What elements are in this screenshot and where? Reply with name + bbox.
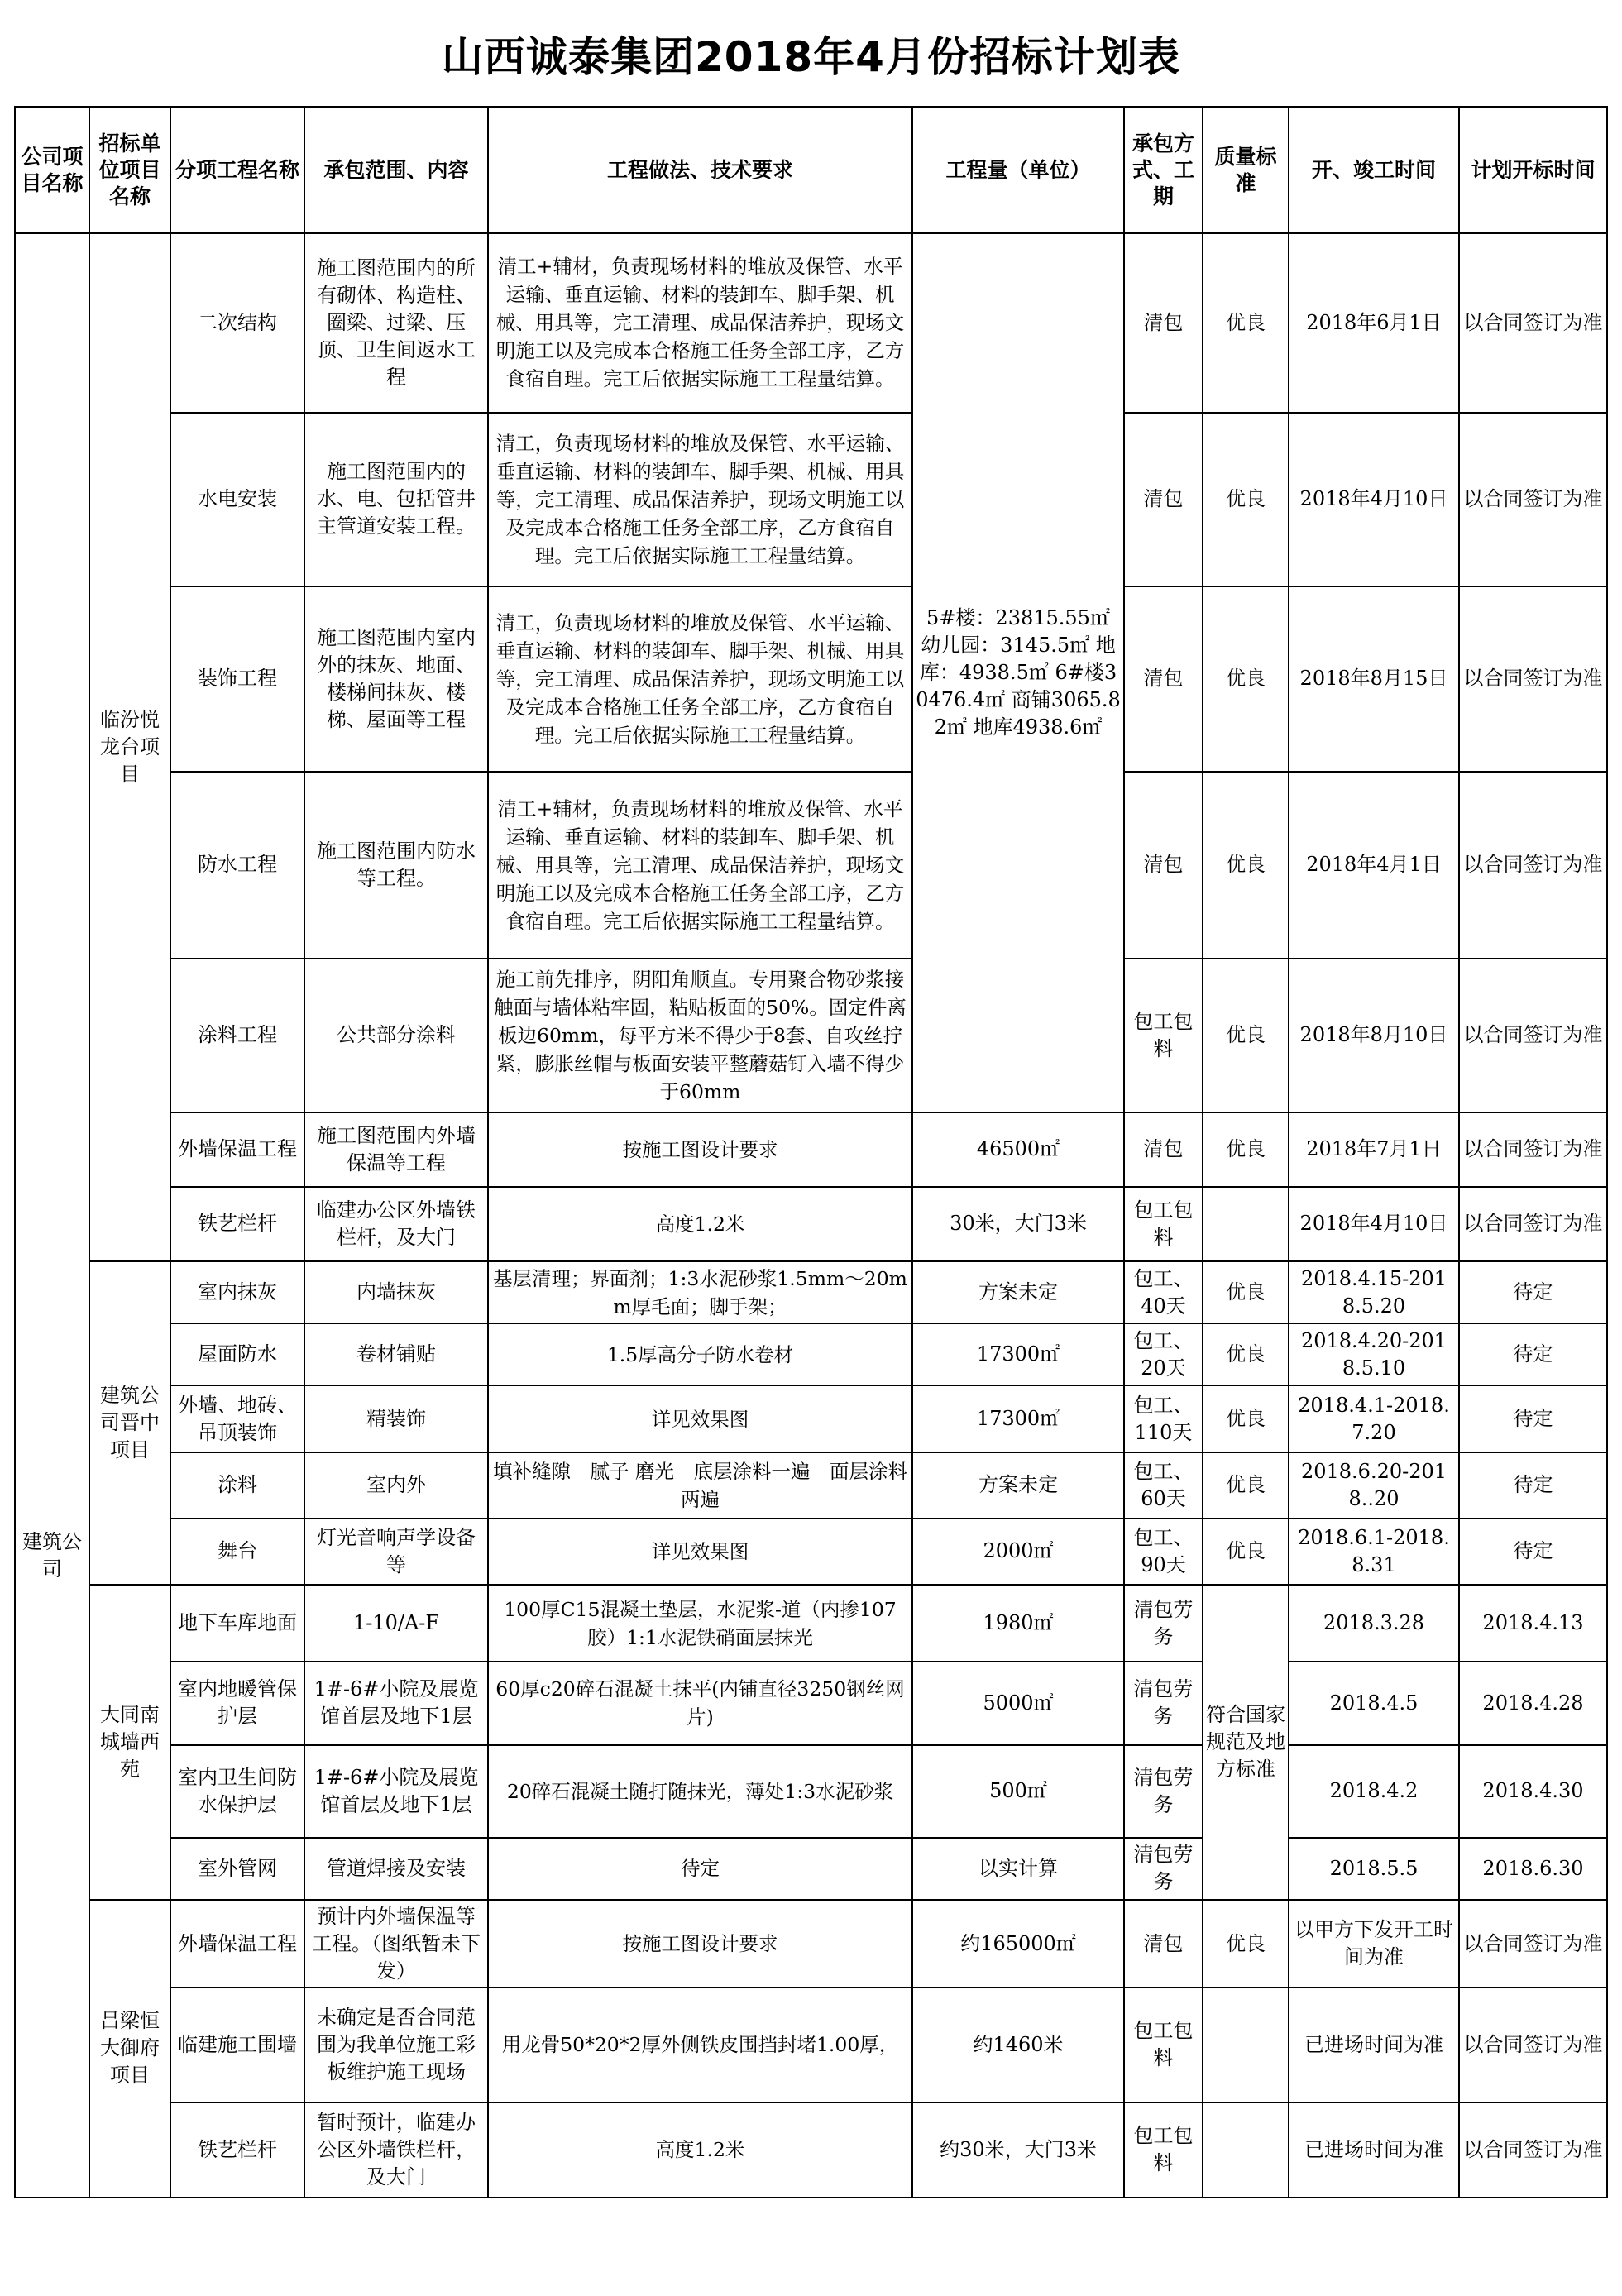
header-mode: 承包方式、工期 bbox=[1124, 107, 1203, 233]
quantity-cell: 约165000㎡ bbox=[912, 1900, 1124, 1987]
bid-cell: 2018.4.30 bbox=[1459, 1745, 1607, 1838]
bid-cell: 以合同签订为准 bbox=[1459, 772, 1607, 959]
quantity-cell: 500㎡ bbox=[912, 1745, 1124, 1838]
method-cell: 待定 bbox=[488, 1838, 912, 1900]
table-row bbox=[15, 1662, 1607, 1744]
mode-cell: 清包劳务 bbox=[1124, 1838, 1203, 1900]
item-cell: 铁艺栏杆 bbox=[170, 1187, 304, 1261]
dates-cell: 2018.4.5 bbox=[1289, 1662, 1459, 1744]
mode-cell: 包工、90天 bbox=[1124, 1519, 1203, 1585]
bid-cell: 以合同签订为准 bbox=[1459, 959, 1607, 1112]
scope-cell: 施工图范围内外墙保温等工程 bbox=[304, 1112, 488, 1187]
method-cell: 按施工图设计要求 bbox=[488, 1112, 912, 1187]
mode-cell: 包工、110天 bbox=[1124, 1385, 1203, 1452]
project-name: 吕梁恒大御府项目 bbox=[89, 1900, 170, 2198]
dates-cell: 2018.3.28 bbox=[1289, 1585, 1459, 1662]
item-cell: 铁艺栏杆 bbox=[170, 2102, 304, 2198]
dates-cell: 2018.4.20-2018.5.10 bbox=[1289, 1323, 1459, 1385]
dates-cell: 2018.6.20-2018..20 bbox=[1289, 1452, 1459, 1519]
bid-cell: 以合同签订为准 bbox=[1459, 413, 1607, 587]
item-cell: 装饰工程 bbox=[170, 586, 304, 772]
method-cell: 清工+辅材，负责现场材料的堆放及保管、水平运输、垂直运输、材料的装卸车、脚手架、机械、用具等，完工清理、成品保洁养护，现场文明施工以及完成本合格施工任务全部工序，乙方食宿自理。完工后依据实际施工工程量结算。 bbox=[488, 772, 912, 959]
mode-cell: 清包 bbox=[1124, 413, 1203, 587]
quantity-cell: 30米，大门3米 bbox=[912, 1187, 1124, 1261]
bid-cell: 以合同签订为准 bbox=[1459, 586, 1607, 772]
method-cell: 清工+辅材，负责现场材料的堆放及保管、水平运输、垂直运输、材料的装卸车、脚手架、机械、用具等，完工清理、成品保洁养护，现场文明施工以及完成本合格施工任务全部工序，乙方食宿自理。完工后依据实际施工工程量结算。 bbox=[488, 233, 912, 413]
quantity-cell: 2000㎡ bbox=[912, 1519, 1124, 1585]
mode-cell: 清包 bbox=[1124, 1112, 1203, 1187]
quantity-cell: 17300㎡ bbox=[912, 1323, 1124, 1385]
item-cell: 外墙保温工程 bbox=[170, 1112, 304, 1187]
project-name: 大同南城墙西苑 bbox=[89, 1585, 170, 1900]
header-row bbox=[15, 107, 1607, 233]
dates-cell: 已进场时间为准 bbox=[1289, 2102, 1459, 2198]
company-cell: 建筑公司 bbox=[15, 233, 89, 1585]
header-scope: 承包范围、内容 bbox=[304, 107, 488, 233]
method-cell: 20碎石混凝土随打随抹光，薄处1:3水泥砂浆 bbox=[488, 1745, 912, 1838]
quantity-cell: 约1460米 bbox=[912, 1987, 1124, 2102]
dates-cell: 2018.4.2 bbox=[1289, 1745, 1459, 1838]
bid-cell: 以合同签订为准 bbox=[1459, 1900, 1607, 1987]
mode-cell: 清包劳务 bbox=[1124, 1585, 1203, 1662]
table-row bbox=[15, 413, 1607, 587]
dates-cell: 2018年7月1日 bbox=[1289, 1112, 1459, 1187]
dates-cell: 2018.4.15-2018.5.20 bbox=[1289, 1261, 1459, 1323]
method-cell: 清工，负责现场材料的堆放及保管、水平运输、垂直运输、材料的装卸车、脚手架、机械、用具等，完工清理、成品保洁养护，现场文明施工以及完成本合格施工任务全部工序，乙方食宿自理。完工后依据实际施工工程量结算。 bbox=[488, 586, 912, 772]
dates-cell: 2018年6月1日 bbox=[1289, 233, 1459, 413]
dates-cell: 2018年8月15日 bbox=[1289, 586, 1459, 772]
item-cell: 涂料 bbox=[170, 1452, 304, 1519]
mode-cell: 包工包料 bbox=[1124, 959, 1203, 1112]
scope-cell: 管道焊接及安装 bbox=[304, 1838, 488, 1900]
mode-cell: 包工包料 bbox=[1124, 1987, 1203, 2102]
dates-cell: 已进场时间为准 bbox=[1289, 1987, 1459, 2102]
mode-cell: 包工包料 bbox=[1124, 2102, 1203, 2198]
item-cell: 外墙、地砖、吊顶装饰 bbox=[170, 1385, 304, 1452]
method-cell: 1.5厚高分子防水卷材 bbox=[488, 1323, 912, 1385]
quality-cell: 优良 bbox=[1203, 1323, 1289, 1385]
quality-cell: 优良 bbox=[1203, 1261, 1289, 1323]
quality-cell: 优良 bbox=[1203, 1385, 1289, 1452]
scope-cell: 灯光音响声学设备等 bbox=[304, 1519, 488, 1585]
item-cell: 防水工程 bbox=[170, 772, 304, 959]
table-row bbox=[15, 1838, 1607, 1900]
method-cell: 填补缝隙 腻子 磨光 底层涂料一遍 面层涂料两遍 bbox=[488, 1452, 912, 1519]
quality-cell: 优良 bbox=[1203, 1112, 1289, 1187]
quality-cell bbox=[1203, 1987, 1289, 2102]
scope-cell: 暂时预计，临建办公区外墙铁栏杆，及大门 bbox=[304, 2102, 488, 2198]
project-name: 建筑公司晋中项目 bbox=[89, 1261, 170, 1585]
item-cell: 屋面防水 bbox=[170, 1323, 304, 1385]
header-method: 工程做法、技术要求 bbox=[488, 107, 912, 233]
scope-cell: 施工图范围内室内外的抹灰、地面、楼梯间抹灰、楼梯、屋面等工程 bbox=[304, 586, 488, 772]
table-row bbox=[15, 772, 1607, 959]
bid-cell: 待定 bbox=[1459, 1261, 1607, 1323]
item-cell: 二次结构 bbox=[170, 233, 304, 413]
quality-cell bbox=[1203, 2102, 1289, 2198]
dates-cell: 2018.6.1-2018.8.31 bbox=[1289, 1519, 1459, 1585]
header-quantity: 工程量（单位） bbox=[912, 107, 1124, 233]
item-cell: 水电安装 bbox=[170, 413, 304, 587]
scope-cell: 1#-6#小院及展览馆首层及地下1层 bbox=[304, 1745, 488, 1838]
table-row bbox=[15, 1987, 1607, 2102]
quantity-cell: 约30米，大门3米 bbox=[912, 2102, 1124, 2198]
header-dates: 开、竣工时间 bbox=[1289, 107, 1459, 233]
dates-cell: 2018.5.5 bbox=[1289, 1838, 1459, 1900]
table-row bbox=[15, 1585, 1607, 1662]
table-row bbox=[15, 2102, 1607, 2198]
item-cell: 地下车库地面 bbox=[170, 1585, 304, 1662]
table-row bbox=[15, 1187, 1607, 1261]
table-row bbox=[15, 1900, 1607, 1987]
method-cell: 高度1.2米 bbox=[488, 2102, 912, 2198]
quality-cell: 优良 bbox=[1203, 586, 1289, 772]
table-row bbox=[15, 1745, 1607, 1838]
item-cell: 室内卫生间防水保护层 bbox=[170, 1745, 304, 1838]
header-item: 分项工程名称 bbox=[170, 107, 304, 233]
mode-cell: 包工、20天 bbox=[1124, 1323, 1203, 1385]
dates-cell: 2018年4月1日 bbox=[1289, 772, 1459, 959]
quality-cell: 优良 bbox=[1203, 1519, 1289, 1585]
table-row bbox=[15, 586, 1607, 772]
method-cell: 详见效果图 bbox=[488, 1519, 912, 1585]
bid-cell: 以合同签订为准 bbox=[1459, 233, 1607, 413]
method-cell: 施工前先排序，阴阳角顺直。专用聚合物砂浆接触面与墙体粘牢固，粘贴板面的50%。固定件离板边60mm，每平方米不得少于8套、自攻丝拧紧，膨胀丝帽与板面安装平整蘑菇钉入墙不得少于60mm bbox=[488, 959, 912, 1112]
quantity-cell: 17300㎡ bbox=[912, 1385, 1124, 1452]
bid-cell: 2018.6.30 bbox=[1459, 1838, 1607, 1900]
scope-cell: 施工图范围内的水、电、包括管井主管道安装工程。 bbox=[304, 413, 488, 587]
method-cell: 按施工图设计要求 bbox=[488, 1900, 912, 1987]
company-cell-blank bbox=[15, 1585, 89, 2198]
table-row bbox=[15, 1261, 1607, 1323]
quality-cell: 优良 bbox=[1203, 959, 1289, 1112]
quality-cell: 优良 bbox=[1203, 413, 1289, 587]
bid-cell: 待定 bbox=[1459, 1385, 1607, 1452]
scope-cell: 未确定是否合同范围为我单位施工彩板维护施工现场 bbox=[304, 1987, 488, 2102]
scope-cell: 内墙抹灰 bbox=[304, 1261, 488, 1323]
table-row bbox=[15, 1452, 1607, 1519]
quantity-cell-shared: 5#楼：23815.55㎡ 幼儿园：3145.5㎡ 地库：4938.5㎡ 6#楼30476.4㎡ 商铺3065.82㎡ 地库4938.6㎡ bbox=[912, 233, 1124, 1112]
method-cell: 高度1.2米 bbox=[488, 1187, 912, 1261]
item-cell: 涂料工程 bbox=[170, 959, 304, 1112]
bid-cell: 待定 bbox=[1459, 1323, 1607, 1385]
mode-cell: 清包 bbox=[1124, 233, 1203, 413]
header-quality: 质量标准 bbox=[1203, 107, 1289, 233]
mode-cell: 清包劳务 bbox=[1124, 1662, 1203, 1744]
bid-plan-table bbox=[14, 106, 1608, 2198]
item-cell: 室内地暖管保护层 bbox=[170, 1662, 304, 1744]
scope-cell: 施工图范围内防水等工程。 bbox=[304, 772, 488, 959]
bid-cell: 以合同签订为准 bbox=[1459, 2102, 1607, 2198]
project-name: 临汾悦龙台项目 bbox=[89, 233, 170, 1261]
item-cell: 室内抹灰 bbox=[170, 1261, 304, 1323]
table-row bbox=[15, 233, 1607, 413]
bid-cell: 以合同签订为准 bbox=[1459, 1987, 1607, 2102]
header-unit: 招标单位项目名称 bbox=[89, 107, 170, 233]
quality-cell: 优良 bbox=[1203, 1452, 1289, 1519]
table-row bbox=[15, 1323, 1607, 1385]
header-company: 公司项目名称 bbox=[15, 107, 89, 233]
quality-cell: 优良 bbox=[1203, 233, 1289, 413]
bid-cell: 待定 bbox=[1459, 1519, 1607, 1585]
dates-cell: 2018年4月10日 bbox=[1289, 1187, 1459, 1261]
quantity-cell: 46500㎡ bbox=[912, 1112, 1124, 1187]
mode-cell: 包工、40天 bbox=[1124, 1261, 1203, 1323]
quality-cell bbox=[1203, 1187, 1289, 1261]
quantity-cell: 方案未定 bbox=[912, 1261, 1124, 1323]
quality-cell-shared: 符合国家规范及地方标准 bbox=[1203, 1585, 1289, 1900]
page-title: 山西诚泰集团2018年4月份招标计划表 bbox=[442, 33, 1180, 81]
bid-cell: 以合同签订为准 bbox=[1459, 1187, 1607, 1261]
mode-cell: 清包劳务 bbox=[1124, 1745, 1203, 1838]
mode-cell: 清包 bbox=[1124, 1900, 1203, 1987]
scope-cell: 公共部分涂料 bbox=[304, 959, 488, 1112]
scope-cell: 临建办公区外墙铁栏杆，及大门 bbox=[304, 1187, 488, 1261]
mode-cell: 包工、60天 bbox=[1124, 1452, 1203, 1519]
table-row bbox=[15, 959, 1607, 1112]
mode-cell: 包工包料 bbox=[1124, 1187, 1203, 1261]
bid-cell: 以合同签订为准 bbox=[1459, 1112, 1607, 1187]
quantity-cell: 5000㎡ bbox=[912, 1662, 1124, 1744]
scope-cell: 卷材铺贴 bbox=[304, 1323, 488, 1385]
bid-cell: 2018.4.28 bbox=[1459, 1662, 1607, 1744]
dates-cell: 2018.4.1-2018.7.20 bbox=[1289, 1385, 1459, 1452]
scope-cell: 精装饰 bbox=[304, 1385, 488, 1452]
item-cell: 室外管网 bbox=[170, 1838, 304, 1900]
scope-cell: 室内外 bbox=[304, 1452, 488, 1519]
dates-cell: 以甲方下发开工时间为准 bbox=[1289, 1900, 1459, 1987]
quantity-cell: 以实计算 bbox=[912, 1838, 1124, 1900]
header-bid: 计划开标时间 bbox=[1459, 107, 1607, 233]
method-cell: 清工，负责现场材料的堆放及保管、水平运输、垂直运输、材料的装卸车、脚手架、机械、用具等，完工清理、成品保洁养护，现场文明施工以及完成本合格施工任务全部工序，乙方食宿自理。完工后依据实际施工工程量结算。 bbox=[488, 413, 912, 587]
method-cell: 60厚c20碎石混凝土抹平(内铺直径3250钢丝网片) bbox=[488, 1662, 912, 1744]
scope-cell: 1#-6#小院及展览馆首层及地下1层 bbox=[304, 1662, 488, 1744]
mode-cell: 清包 bbox=[1124, 772, 1203, 959]
dates-cell: 2018年8月10日 bbox=[1289, 959, 1459, 1112]
bid-cell: 待定 bbox=[1459, 1452, 1607, 1519]
scope-cell: 1-10/A-F bbox=[304, 1585, 488, 1662]
scope-cell: 施工图范围内的所有砌体、构造柱、圈梁、过梁、压顶、卫生间返水工程 bbox=[304, 233, 488, 413]
table-row bbox=[15, 1385, 1607, 1452]
scope-cell: 预计内外墙保温等工程。（图纸暂未下发） bbox=[304, 1900, 488, 1987]
method-cell: 用龙骨50*20*2厚外侧铁皮围挡封堵1.00厚， bbox=[488, 1987, 912, 2102]
bid-cell: 2018.4.13 bbox=[1459, 1585, 1607, 1662]
item-cell: 外墙保温工程 bbox=[170, 1900, 304, 1987]
method-cell: 详见效果图 bbox=[488, 1385, 912, 1452]
quantity-cell: 1980㎡ bbox=[912, 1585, 1124, 1662]
quality-cell: 优良 bbox=[1203, 772, 1289, 959]
dates-cell: 2018年4月10日 bbox=[1289, 413, 1459, 587]
method-cell: 100厚C15混凝土垫层，水泥浆-道（内掺107胶）1:1水泥铁硝面层抹光 bbox=[488, 1585, 912, 1662]
item-cell: 舞台 bbox=[170, 1519, 304, 1585]
mode-cell: 清包 bbox=[1124, 586, 1203, 772]
quantity-cell: 方案未定 bbox=[912, 1452, 1124, 1519]
quality-cell: 优良 bbox=[1203, 1900, 1289, 1987]
item-cell: 临建施工围墙 bbox=[170, 1987, 304, 2102]
method-cell: 基层清理；界面剂；1:3水泥砂浆1.5mm～20mm厚毛面；脚手架； bbox=[488, 1261, 912, 1323]
table-row bbox=[15, 1112, 1607, 1187]
table-row bbox=[15, 1519, 1607, 1585]
